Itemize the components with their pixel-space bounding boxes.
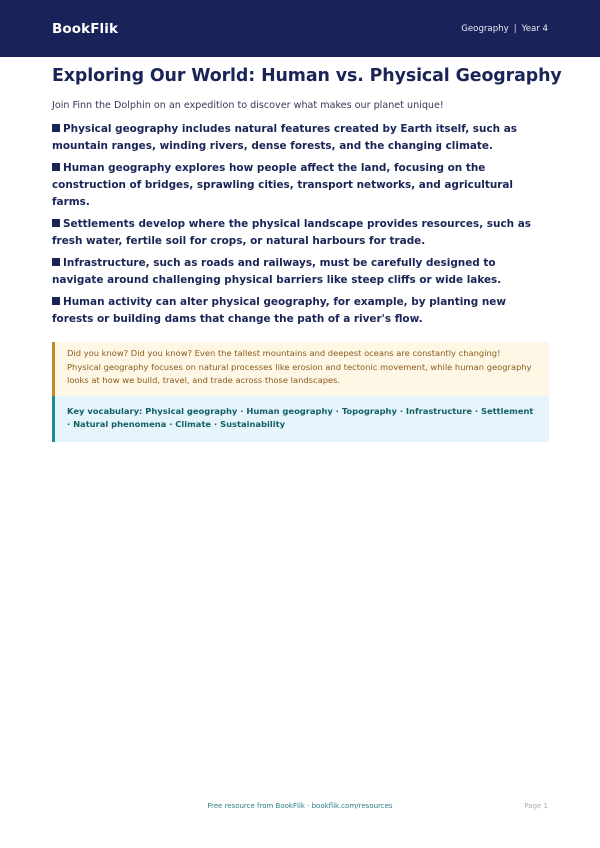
page-number: Page 1 [524,802,548,810]
brand-logo-text[interactable]: BookFlik [52,20,119,37]
list-item-text: Human activity can alter physical geography, for example, by planting new forests or building dams that change the path of a river's flow. [52,296,506,325]
intro-text: Join Finn the Dolphin on an expedition to discover what makes our planet unique! [52,100,444,111]
list-item-text: Infrastructure, such as roads and railways, must be carefully designed to navigate around challenging physical barriers like steep cliffs or wide lakes. [52,257,502,286]
square-bullet-icon [52,219,60,227]
square-bullet-icon [52,258,60,266]
main-content [52,64,562,442]
top-header-bar [0,0,600,57]
key-vocabulary-box: Key vocabulary: Physical geography · Human geography · Topography · Infrastructure · Settlement · Natural phenomena · Climate · Sustainability [52,396,549,442]
square-bullet-icon [52,163,60,171]
square-bullet-icon [52,124,60,132]
list-item-text: Settlements develop where the physical landscape provides resources, such as fresh water, fertile soil for crops, or natural harbours for trade. [52,218,531,247]
list-item [52,160,549,211]
list-item [52,294,549,328]
page-title: Exploring Our World: Human vs. Physical Geography [52,66,562,86]
breadcrumb-subject[interactable]: Geography [461,23,509,34]
footer-resource-link[interactable]: Free resource from BookFlik · bookflik.com/resources [207,802,393,810]
did-you-know-callout: Did you know? Did you know? Even the tallest mountains and deepest oceans are constantly changing! Physical geography focuses on natural processes like erosion and tectonic movement, while human geography looks at how we build, travel, and trade across those landscapes. [52,342,549,396]
list-item-text: Human geography explores how people affect the land, focusing on the construction of bridges, sprawling cities, transport networks, and agricultural farms. [52,162,514,208]
breadcrumb-level[interactable]: Year 4 [521,23,548,34]
key-points-list [52,121,549,328]
list-item [52,216,549,250]
list-item [52,121,549,155]
breadcrumb [461,24,548,34]
list-item-text: Physical geography includes natural features created by Earth itself, such as mountain ranges, winding rivers, dense forests, and the changing climate. [52,123,517,152]
breadcrumb-separator: | [513,23,517,34]
square-bullet-icon [52,297,60,305]
list-item [52,255,549,289]
